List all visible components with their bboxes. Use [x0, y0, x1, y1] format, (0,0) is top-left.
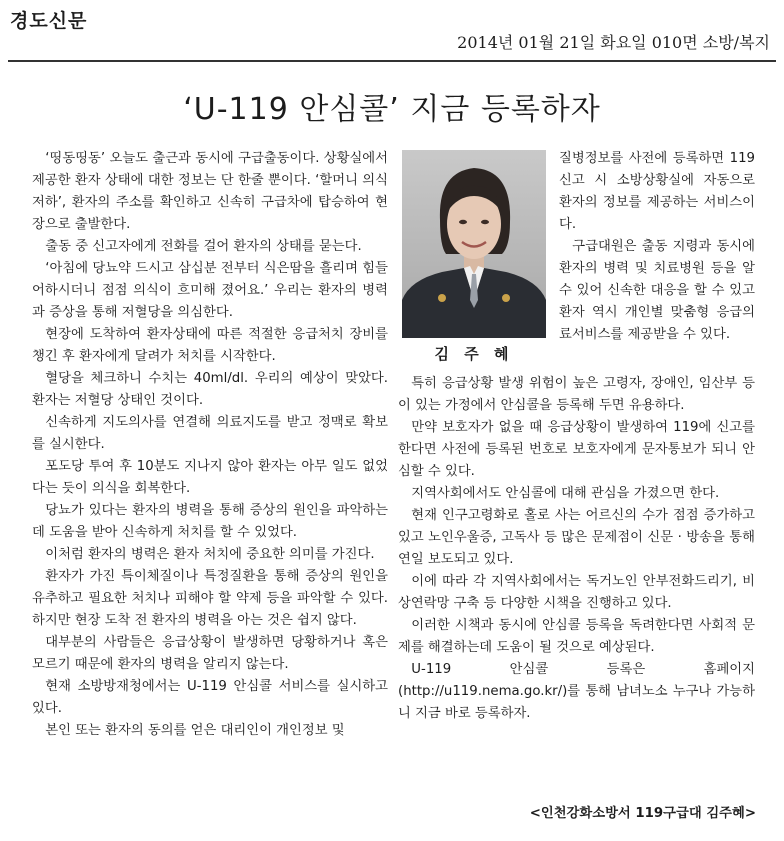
paragraph: 당뇨가 있다는 환자의 병력을 통해 증상의 원인을 파악하는데 도움을 받아 신속하게 처치를 할 수 있었다. — [32, 503, 388, 540]
paragraph: 이처럼 환자의 병력은 환자 처치에 중요한 의미를 가진다. — [45, 547, 375, 562]
masthead: 경도신문 — [10, 10, 88, 32]
paragraph: 구급대원은 출동 지령과 동시에 환자의 병력 및 치료병원 등을 알 수 있어 신속한 대응을 할 수 있고 환자 역시 개인별 맞춤형 응급의료서비스를 제공받을 수 있다. — [559, 239, 755, 342]
photo-caption: 김 주 혜 — [434, 345, 514, 363]
paragraph: 포도당 투여 후 10분도 지나지 않아 환자는 아무 일도 없었다는 듯이 의식을 회복한다. — [32, 459, 388, 496]
paragraph: 특히 응급상황 발생 위험이 높은 고령자, 장애인, 임산부 등이 있는 가정에서 안심콜을 등록해 두면 유용하다. — [398, 376, 755, 413]
article-column-right-bottom — [398, 373, 755, 725]
article-column-left — [32, 148, 388, 742]
paragraph: 혈당을 체크하니 수치는 40ml/dl. 우리의 예상이 맞았다. 환자는 저혈당 상태인 것이다. — [32, 371, 388, 408]
paragraph: 본인 또는 환자의 동의를 얻은 대리인이 개인정보 및 — [45, 723, 345, 738]
paragraph: 이러한 시책과 동시에 안심콜 등록을 독려한다면 사회적 문제를 해결하는데 도움이 될 것으로 예상된다. — [398, 618, 755, 655]
paragraph: 출동 중 신고자에게 전화를 걸어 환자의 상태를 묻는다. — [45, 239, 362, 254]
headline: ‘U-119 안심콜’ 지금 등록하자 — [183, 92, 601, 127]
dateline: 2014년 01월 21일 화요일 010면 소방/복지 — [457, 33, 770, 52]
paragraph: U-119 안심콜 등록은 홈페이지(http://u119.nema.go.kr/)를 통해 남녀노소 누구나 가능하니 지금 바로 등록하자. — [398, 662, 755, 721]
paragraph: 질병정보를 사전에 등록하면 119신고 시 소방상황실에 자동으로 환자의 정보를 제공하는 서비스이다. — [559, 151, 755, 232]
author-credit: <인천강화소방서 119구급대 김주혜> — [529, 806, 756, 821]
paragraph: 만약 보호자가 없을 때 응급상황이 발생하여 119에 신고를 한다면 사전에 등록된 번호로 보호자에게 문자통보가 되니 안심할 수 있다. — [398, 420, 755, 479]
paragraph: 지역사회에서도 안심콜에 대해 관심을 가졌으면 한다. — [411, 486, 720, 501]
paragraph: 현재 인구고령화로 홀로 사는 어르신의 수가 점점 증가하고 있고 노인우울증, 고독사 등 많은 문제점이 신문 · 방송을 통해 연일 보도되고 있다. — [398, 508, 755, 567]
paragraph: 신속하게 지도의사를 연결해 의료지도를 받고 정맥로 확보를 실시한다. — [32, 415, 388, 452]
paragraph: 현재 소방방재청에서는 U-119 안심콜 서비스를 실시하고 있다. — [32, 679, 388, 716]
article-column-right-top — [559, 148, 755, 346]
paragraph: ‘띵동띵동’ 오늘도 출근과 동시에 구급출동이다. 상황실에서 제공한 환자 상태에 대한 정보는 단 한줄 뿐이다. ‘할머니 의식저하’, 환자의 주소를 확인하고 신속히 구급차에 탑승하여 현장으로 출발한다. — [32, 151, 388, 232]
paragraph: 현장에 도착하여 환자상태에 따른 적절한 응급처치 장비를 챙긴 후 환자에게 달려가 처치를 시작한다. — [32, 327, 388, 364]
paragraph: 환자가 가진 특이체질이나 특정질환을 통해 증상의 원인을 유추하고 필요한 처치나 피해야 할 약제 등을 파악할 수 있다. 하지만 현장 도착 전 환자의 병력을 아는 것은 쉽지 않다. — [32, 569, 388, 628]
paragraph: 대부분의 사람들은 응급상황이 발생하면 당황하거나 혹은 모르기 때문에 환자의 병력을 알리지 않는다. — [32, 635, 388, 672]
paragraph: 이에 따라 각 지역사회에서는 독거노인 안부전화드리기, 비상연락망 구축 등 다양한 시책을 진행하고 있다. — [398, 574, 755, 611]
paragraph: ‘아침에 당뇨약 드시고 삼십분 전부터 식은땀을 흘리며 힘들어하시더니 점점 의식이 흐미해 졌어요.’ 우리는 환자의 병력과 증상을 통해 저혈당을 의심한다. — [32, 261, 388, 320]
header-rule — [8, 60, 776, 62]
author-photo — [402, 150, 546, 338]
